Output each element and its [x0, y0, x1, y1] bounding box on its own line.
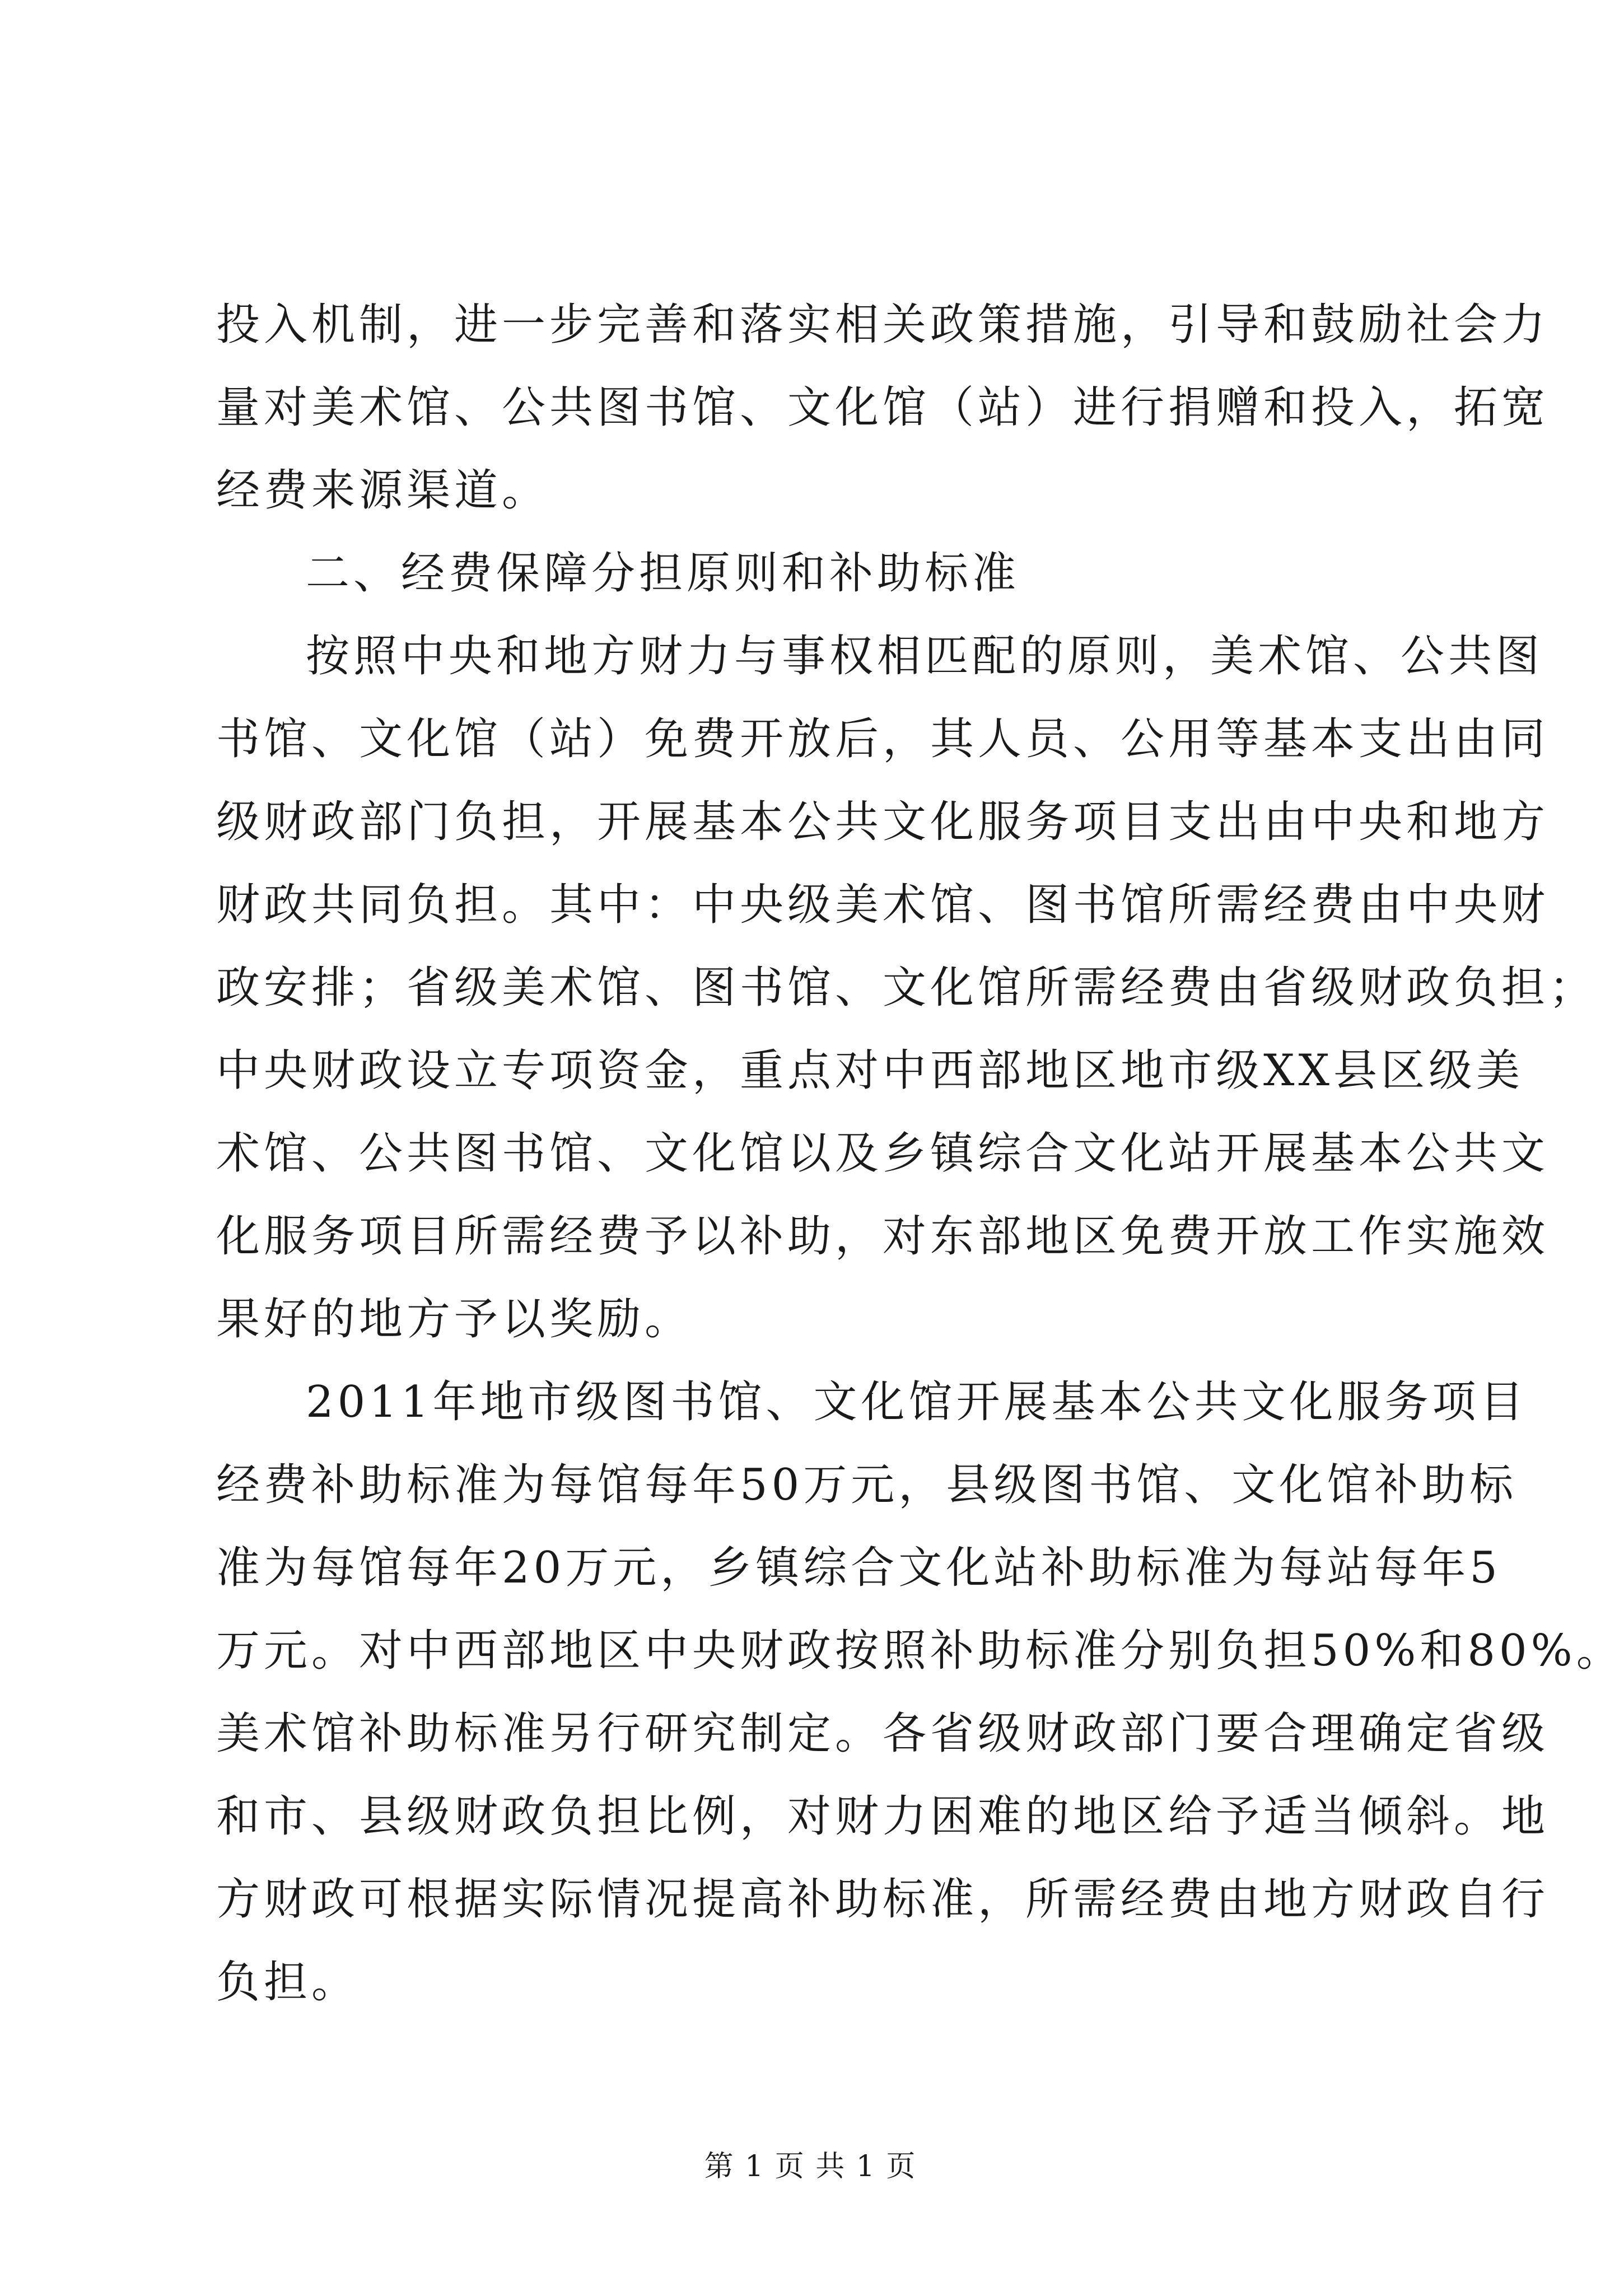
text-line: 量对美术馆、公共图书馆、文化馆（站）进行捐赠和投入，拓宽 — [216, 382, 1550, 433]
text-line: 投入机制，进一步完善和落实相关政策措施，引导和鼓励社会力 — [216, 300, 1550, 350]
document-body — [216, 283, 1624, 2024]
text-line: 术馆、公共图书馆、文化馆以及乡镇综合文化站开展基本公共文 — [216, 1128, 1550, 1179]
text-line: 经费补助标准为每馆每年50万元，县级图书馆、文化馆补助标 — [216, 1460, 1518, 1510]
text-line: 中央财政设立专项资金，重点对中西部地区地市级XX县区级美 — [216, 1045, 1524, 1096]
text-line: 书馆、文化馆（站）免费开放后，其人员、公用等基本支出由同 — [216, 714, 1550, 764]
text-line: 政安排；省级美术馆、图书馆、文化馆所需经费由省级财政负担； — [216, 963, 1597, 1013]
text-line: 果好的地方予以奖励。 — [216, 1294, 693, 1345]
text-line: 经费来源渠道。 — [216, 465, 550, 516]
text-line: 二、经费保障分担原则和补助标准 — [306, 548, 1020, 599]
text-line: 万元。对中西部地区中央财政按照补助标准分别负担50%和80%。 — [216, 1626, 1624, 1676]
text-line: 方财政可根据实际情况提高补助标准，所需经费由地方财政自行 — [216, 1874, 1550, 1925]
text-line: 财政共同负担。其中：中央级美术馆、图书馆所需经费由中央财 — [216, 880, 1550, 930]
text-line: 和市、县级财政负担比例，对财力困难的地区给予适当倾斜。地 — [216, 1791, 1550, 1842]
page-footer: 第 1 页 共 1 页 — [704, 2150, 917, 2183]
text-line: 化服务项目所需经费予以补助，对东部地区免费开放工作实施效 — [216, 1211, 1550, 1262]
text-line: 按照中央和地方财力与事权相匹配的原则，美术馆、公共图 — [306, 631, 1544, 681]
text-line: 2011年地市级图书馆、文化馆开展基本公共文化服务项目 — [306, 1377, 1528, 1427]
text-line: 负担。 — [216, 1957, 360, 2008]
text-line: 级财政部门负担，开展基本公共文化服务项目支出由中央和地方 — [216, 797, 1550, 847]
text-line: 美术馆补助标准另行研究制定。各省级财政部门要合理确定省级 — [216, 1709, 1550, 1759]
text-line: 准为每馆每年20万元，乡镇综合文化站补助标准为每站每年5 — [216, 1543, 1501, 1593]
